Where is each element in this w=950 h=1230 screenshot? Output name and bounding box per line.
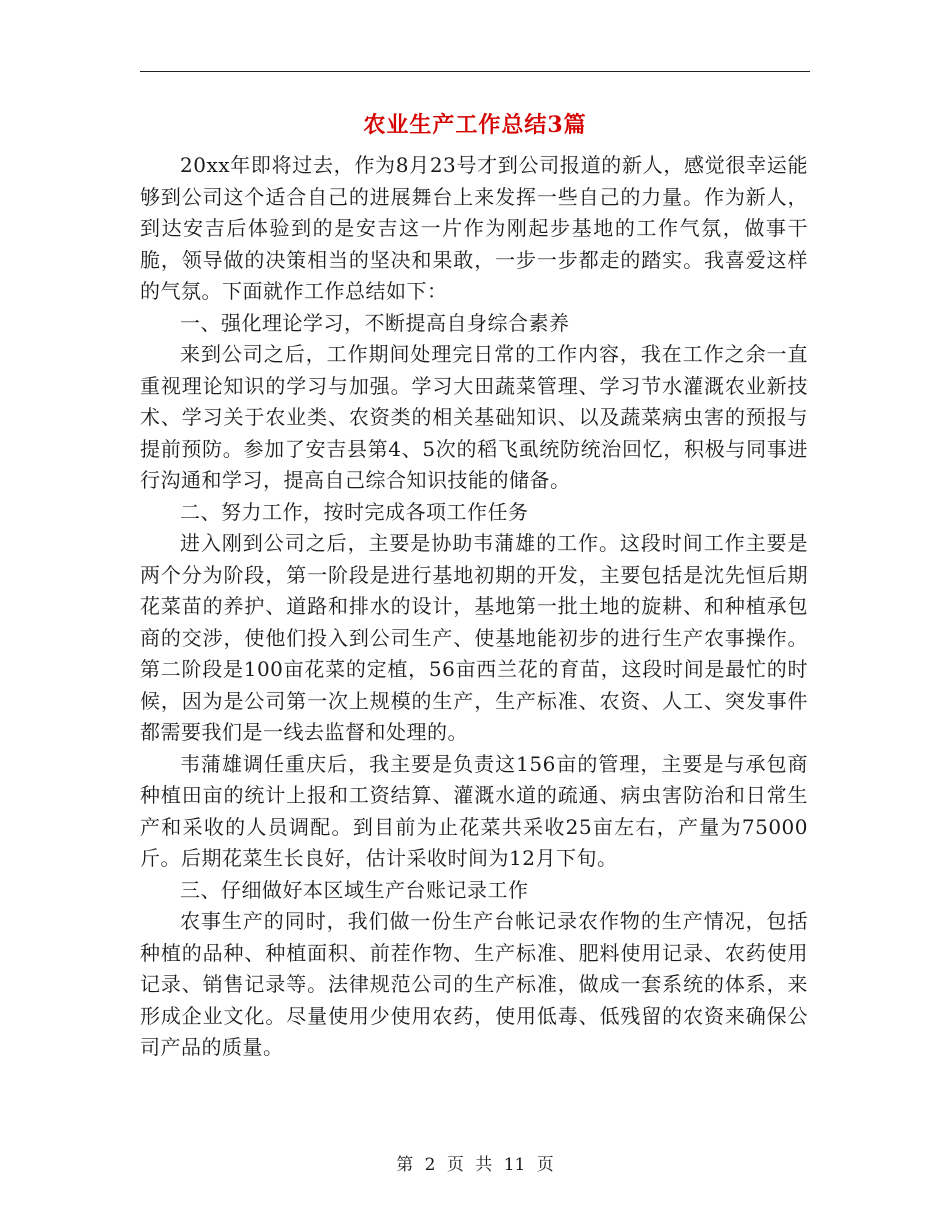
paragraph-intro: 20xx年即将过去，作为8月23号才到公司报道的新人，感觉很幸运能够到公司这个适合自己的进展舞台上来发挥一些自己的力量。作为新人，到达安吉后体验到的是安吉这一片作为刚起步基地的工作气氛，做事干脆，领导做的决策相当的坚决和果敢，一步一步都走的踏实。我喜爱这样的气氛。下面就作工作总结如下： [140, 153, 808, 303]
paragraph-section-2b: 韦蒲雄调任重庆后，我主要是负责这156亩的管理，主要是与承包商种植田亩的统计上报和工资结算、灌溉水道的疏通、病虫害防治和日常生产和采收的人员调配。到目前为止花菜共采收25亩左右，产量为75000斤。后期花菜生长良好，估计采收时间为12月下旬。 [140, 751, 808, 870]
paragraph-section-1: 来到公司之后，工作期间处理完日常的工作内容，我在工作之余一直重视理论知识的学习与加强。学习大田蔬菜管理、学习节水灌溉农业新技术、学习关于农业类、农资类的相关基础知识、以及蔬菜病虫害的预报与提前预防。参加了安吉县第4、5次的稻飞虱统防统治回忆，积极与同事进行沟通和学习，提高自己综合知识技能的储备。 [140, 342, 808, 492]
section-heading-1: 一、强化理论学习，不断提高自身综合素养 [180, 310, 570, 335]
section-heading-3: 三、仔细做好本区域生产台账记录工作 [180, 877, 529, 902]
document-body [140, 150, 808, 1064]
page-number-footer: 第 2 页 共 11 页 [396, 1155, 554, 1175]
paragraph-section-3: 农事生产的同时，我们做一份生产台帐记录农作物的生产情况，包括种植的品种、种植面积、前茬作物、生产标准、肥料使用记录、农药使用记录、销售记录等。法律规范公司的生产标准，做成一套系统的体系，来形成企业文化。尽量使用少使用农药，使用低毒、低残留的农资来确保公司产品的质量。 [140, 909, 808, 1059]
header-rule [140, 71, 810, 72]
document-title: 农业生产工作总结3篇 [363, 112, 587, 138]
section-heading-2: 二、努力工作，按时完成各项工作任务 [180, 499, 529, 524]
paragraph-section-2a: 进入刚到公司之后，主要是协助韦蒲雄的工作。这段时间工作主要是两个分为阶段，第一阶段是进行基地初期的开发，主要包括是沈先恒后期花菜苗的养护、道路和排水的设计，基地第一批土地的旋耕、和种植承包商的交涉，使他们投入到公司生产、使基地能初步的进行生产农事操作。第二阶段是100亩花菜的定植，56亩西兰花的育苗，这段时间是最忙的时候，因为是公司第一次上规模的生产，生产标准、农资、人工、突发事件都需要我们是一线去监督和处理的。 [140, 531, 808, 744]
